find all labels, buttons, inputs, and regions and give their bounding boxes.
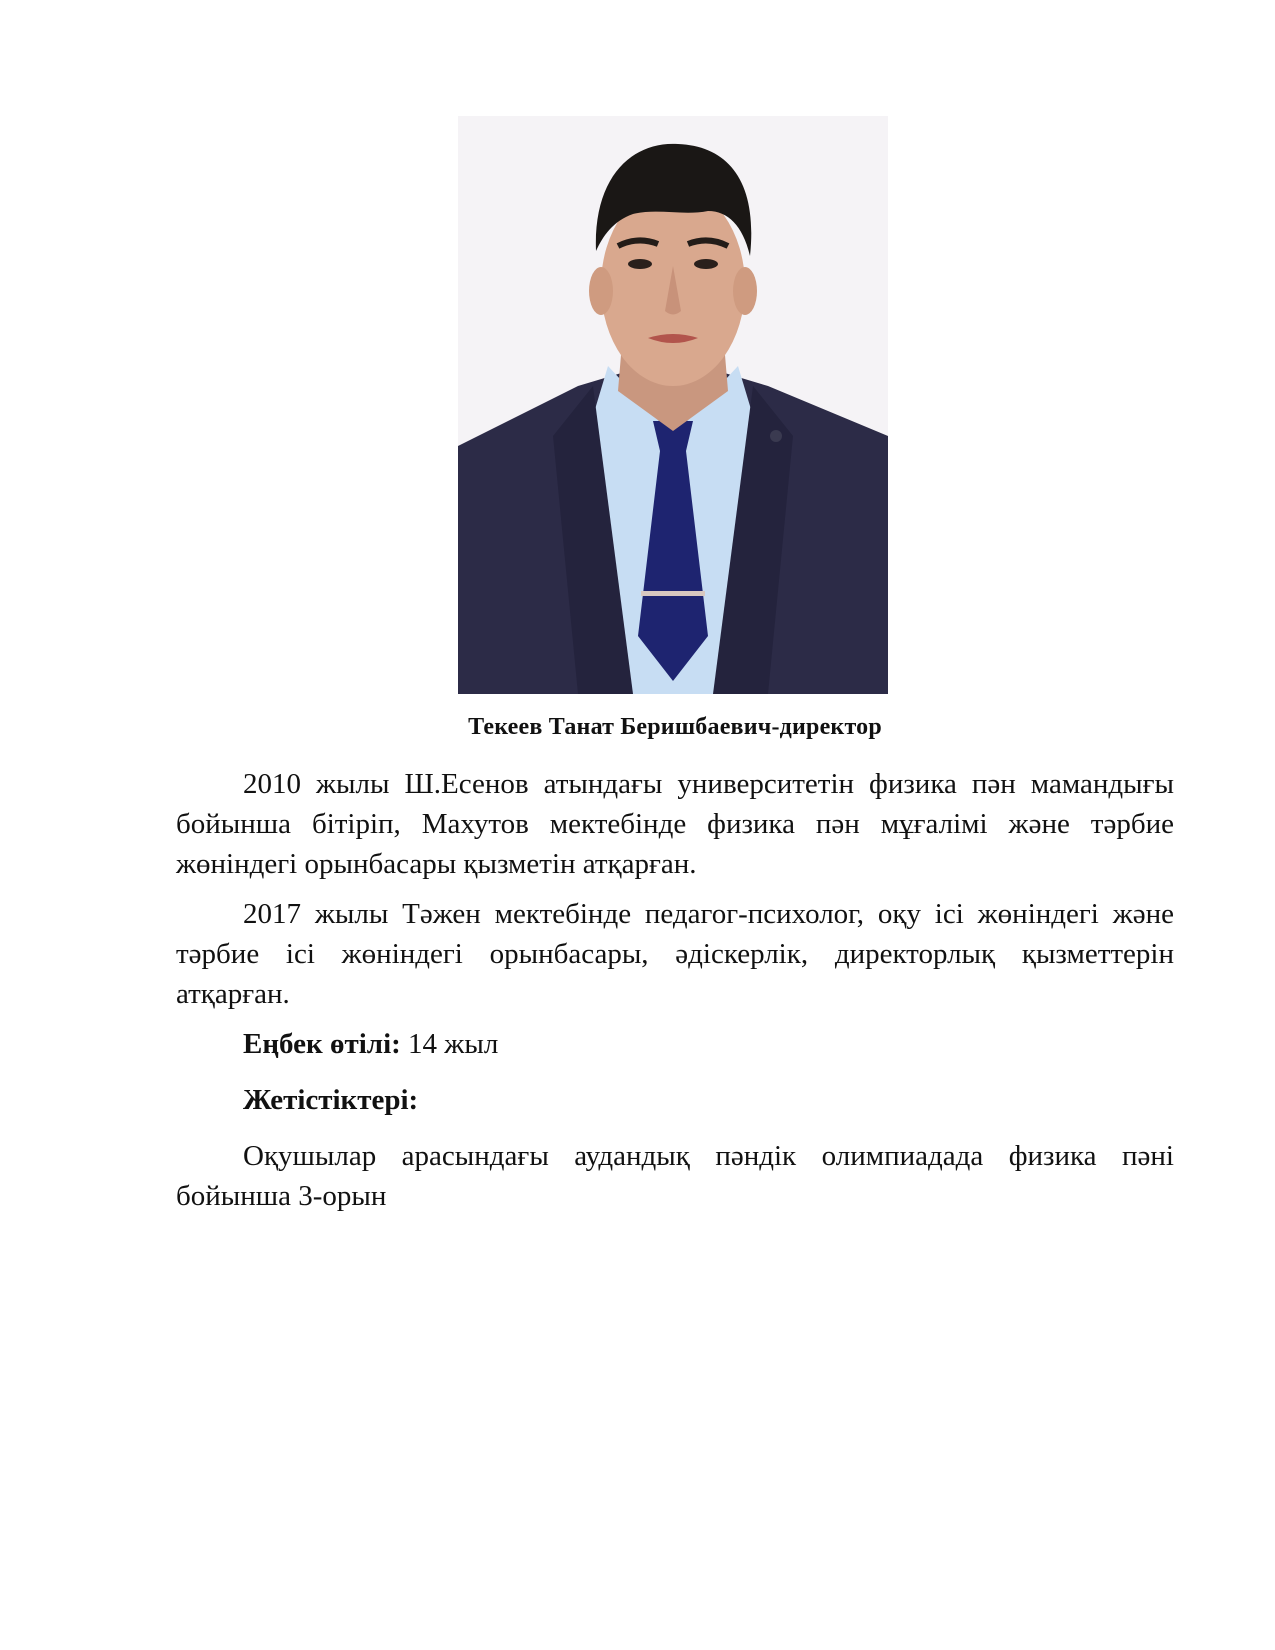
caption-name-title: Текеев Танат Беришбаевич-директор xyxy=(468,714,882,740)
portrait-photo xyxy=(458,116,888,694)
paragraph-education: 2010 жылы Ш.Есенов атындағы университетін физика пән мамандығы бойынша бітіріп, Махутов мектебінде физика пән мұғалімі және тәрбие жөніндегі орынбасары қызметін атқарған. xyxy=(176,768,1174,880)
achievements-label: Жетістіктері: xyxy=(243,1084,419,1116)
experience-value: 14 жыл xyxy=(400,1028,499,1060)
experience-line xyxy=(176,1024,1174,1064)
achievements-heading xyxy=(176,1080,1174,1120)
paragraph-career: 2017 жылы Тәжен мектебінде педагог-психолог, оқу ісі жөніндегі және тәрбие ісі жөніндегі орынбасары, әдіскерлік, директорлық қызметтерін атқарған. xyxy=(176,898,1174,1010)
experience-label: Еңбек өтілі: xyxy=(243,1028,401,1060)
achievement-item: Оқушылар арасындағы аудандық пәндік олимпиадада физика пәні бойынша 3-орын xyxy=(176,1140,1174,1212)
